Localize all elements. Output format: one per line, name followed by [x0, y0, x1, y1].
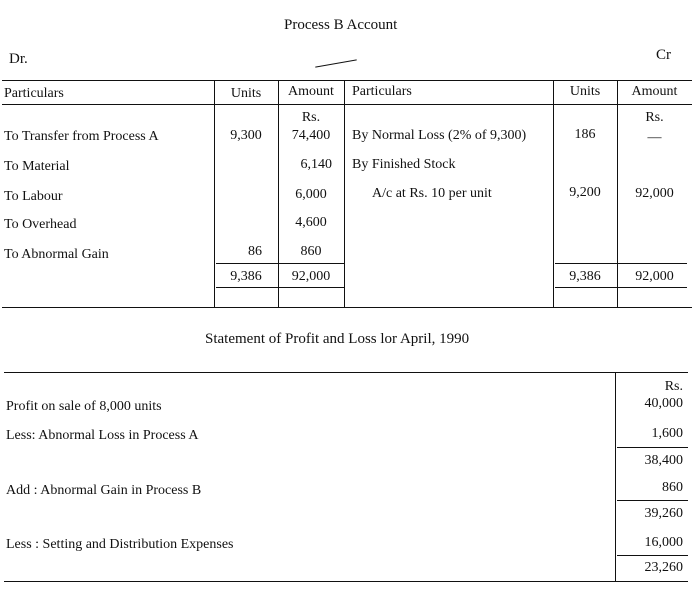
statement-amount-0: 40,000 [644, 396, 683, 411]
table-bottom-rule [2, 307, 692, 308]
credit-particulars-0: By Normal Loss (2% of 9,300) [352, 128, 527, 143]
account-title: Process B Account [284, 17, 398, 33]
credit-particulars-1: By Finished Stock [352, 157, 456, 172]
header-amount-right: Amount [631, 84, 678, 99]
table-header-rule [2, 104, 692, 105]
dr-label: Dr. [9, 51, 28, 67]
statement-label-3: Add : Abnormal Gain in Process B [6, 483, 202, 498]
debit-units-4: 86 [248, 244, 262, 259]
statement-amount-6: 23,260 [644, 560, 683, 575]
credit-total-bottom-rule [555, 287, 687, 288]
col-divider-center [344, 80, 345, 307]
statement-bottom-rule [4, 581, 688, 582]
debit-particulars-4: To Abnormal Gain [4, 247, 109, 262]
debit-particulars-0: To Transfer from Process A [4, 129, 159, 144]
credit-units-2: 9,200 [569, 185, 601, 200]
statement-rule-5 [617, 555, 688, 556]
debit-amount-4: 860 [300, 244, 322, 259]
debit-amount-0: 74,400 [291, 128, 331, 143]
statement-label-0: Profit on sale of 8,000 units [6, 399, 162, 414]
credit-amount-2: 92,000 [635, 186, 674, 201]
statement-amount-2: 38,400 [644, 453, 683, 468]
debit-amount-1: 6,140 [300, 157, 332, 172]
statement-amount-divider [615, 372, 616, 582]
debit-amount-2: 6,000 [295, 187, 327, 202]
debit-particulars-1: To Material [4, 159, 70, 174]
statement-top-rule [4, 372, 688, 373]
header-particulars-right: Particulars [352, 84, 412, 99]
credit-total-amount: 92,000 [635, 269, 674, 284]
currency-left: Rs. [301, 110, 321, 125]
statement-currency: Rs. [664, 379, 683, 394]
credit-amount-0: — [647, 130, 662, 145]
statement-amount-1: 1,600 [651, 426, 683, 441]
debit-total-amount: 92,000 [291, 269, 331, 284]
credit-total-units: 9,386 [569, 269, 601, 284]
header-particulars-left: Particulars [4, 86, 64, 101]
debit-total-bottom-rule [216, 287, 344, 288]
credit-particulars-2: A/c at Rs. 10 per unit [372, 186, 492, 201]
debit-particulars-3: To Overhead [4, 217, 77, 232]
cr-label: Cr [656, 47, 671, 63]
currency-right: Rs. [645, 110, 664, 125]
debit-units-0: 9,300 [230, 128, 262, 143]
statement-rule-1 [617, 447, 688, 448]
statement-label-1: Less: Abnormal Loss in Process A [6, 428, 199, 443]
statement-rule-3 [617, 500, 688, 501]
header-amount-left: Amount [288, 84, 334, 99]
statement-amount-5: 16,000 [644, 535, 683, 550]
credit-total-top-rule [555, 263, 687, 264]
debit-total-units: 9,386 [230, 269, 262, 284]
debit-particulars-2: To Labour [4, 189, 63, 204]
table-top-rule [2, 80, 692, 81]
statement-amount-4: 39,260 [644, 506, 683, 521]
header-units-right: Units [569, 84, 601, 99]
statement-amount-3: 860 [662, 480, 683, 495]
debit-total-top-rule [216, 263, 344, 264]
statement-label-5: Less : Setting and Distribution Expenses [6, 537, 234, 552]
debit-amount-3: 4,600 [295, 215, 327, 230]
scan-mark [315, 59, 357, 67]
credit-units-0: 186 [574, 127, 596, 142]
statement-title: Statement of Profit and Loss lor April, 1990 [205, 331, 470, 347]
header-units-left: Units [230, 86, 262, 101]
